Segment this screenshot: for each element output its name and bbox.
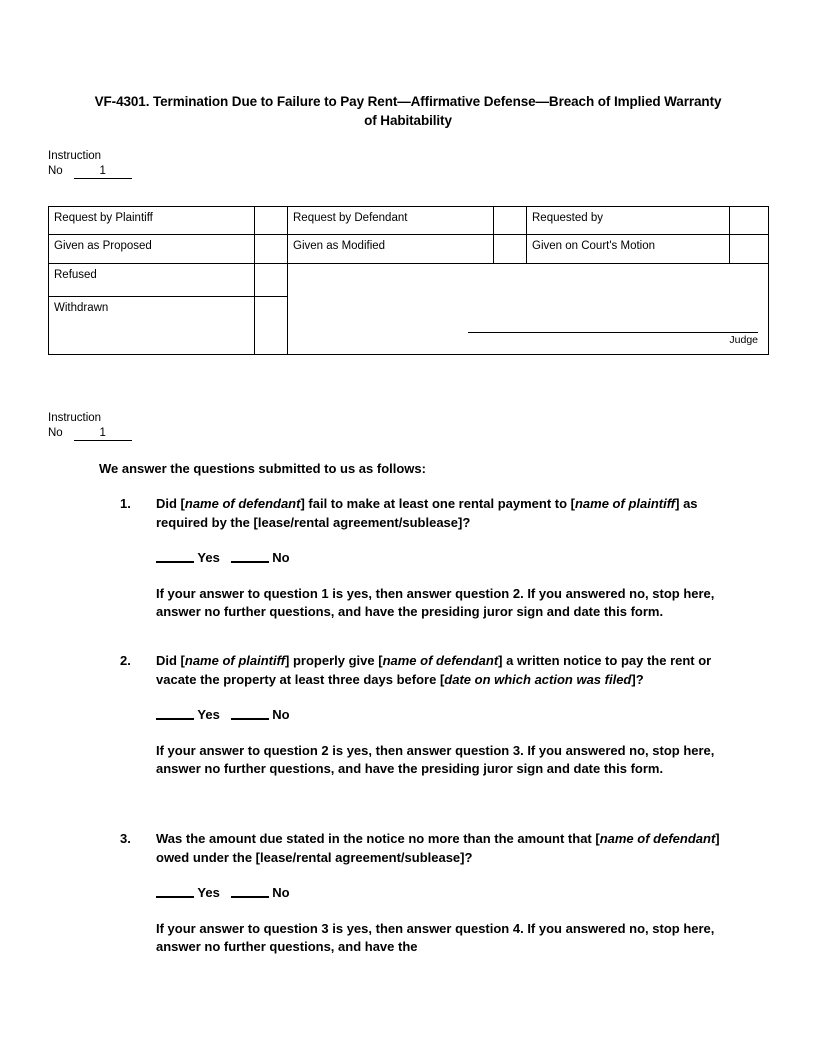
cell-refused: Refused (49, 264, 255, 297)
answer-blank-no-1[interactable] (231, 552, 269, 563)
table-row (49, 264, 769, 297)
instruction-number-bottom (48, 411, 132, 441)
answer-row-3 (156, 884, 720, 903)
question-note-1: If your answer to question 1 is yes, then answer question 2. If you answered no, stop here, answer no further questions, and have the presiding juror sign and date this form. (156, 585, 715, 620)
question-text-2: Did [name of plaintiff] properly give [name of defendant] a written notice to pay the rent or vacate the property at least three days before [date on which action was filed]? (156, 653, 712, 687)
question-text-1: Did [name of defendant] fail to make at least one rental payment to [name of plaintiff] as required by the [lease/rental agreement/sublease]? (156, 496, 698, 530)
checkbox-cell-given-as-modified[interactable] (494, 235, 527, 264)
answer-label-no-3: No (272, 884, 290, 900)
checkbox-cell-given-as-proposed[interactable] (255, 235, 288, 264)
instruction-label-line1: Instruction (48, 150, 102, 162)
answer-blank-yes-3[interactable] (156, 887, 194, 898)
cell-requested-by: Requested by (527, 207, 730, 235)
answer-row-1 (156, 549, 720, 568)
cell-withdrawn: Withdrawn (49, 297, 255, 355)
instruction-label-line1: Instruction (48, 412, 102, 424)
checkbox-cell-withdrawn[interactable] (255, 297, 288, 355)
answer-blank-yes-1[interactable] (156, 552, 194, 563)
answer-blank-yes-2[interactable] (156, 709, 194, 720)
answer-label-no-1: No (272, 549, 290, 565)
question-block-2 (120, 652, 720, 779)
answer-label-yes-3: Yes (197, 884, 220, 900)
cell-request-by-plaintiff: Request by Plaintiff (49, 207, 255, 235)
question-heading-2 (120, 652, 720, 690)
table-row (49, 235, 769, 264)
instruction-number-field-top[interactable]: 1 (74, 165, 132, 179)
judge-signature-label: Judge (729, 334, 758, 347)
question-heading-3 (120, 830, 720, 868)
answer-label-yes-1: Yes (197, 549, 220, 565)
question-heading-1 (120, 495, 720, 533)
cell-given-on-courts-motion: Given on Court's Motion (527, 235, 730, 264)
question-number-2: 2. (120, 653, 131, 668)
verdict-routing-table (48, 206, 769, 355)
answer-row-2 (156, 706, 720, 725)
answer-blank-no-2[interactable] (231, 709, 269, 720)
question-text-3: Was the amount due stated in the notice no more than the amount that [name of defendant] owed under the [lease/rental agreement/sublease]? (156, 831, 720, 865)
instruction-number-top (48, 149, 132, 179)
table-row (49, 207, 769, 235)
question-block-3 (120, 830, 720, 957)
page-title: VF-4301. Termination Due to Failure to Pay Rent—Affirmative Defense—Breach of Implied Warranty of Habitability (94, 94, 722, 129)
cell-given-as-proposed: Given as Proposed (49, 235, 255, 264)
question-note-3: If your answer to question 3 is yes, then answer question 4. If you answered no, stop here, answer no further questions, and have the (156, 920, 715, 955)
answer-intro-text: We answer the questions submitted to us as follows: (99, 461, 426, 476)
question-number-3: 3. (120, 831, 131, 846)
cell-given-as-modified: Given as Modified (288, 235, 494, 264)
instruction-label-line2: No (48, 427, 63, 440)
judge-signature-area (468, 332, 758, 347)
cell-request-by-defendant: Request by Defendant (288, 207, 494, 235)
judge-signature-cell (288, 264, 769, 355)
answer-blank-no-3[interactable] (231, 887, 269, 898)
checkbox-cell-given-on-courts-motion[interactable] (730, 235, 769, 264)
question-number-1: 1. (120, 496, 131, 511)
answer-label-yes-2: Yes (197, 706, 220, 722)
answer-label-no-2: No (272, 706, 290, 722)
instruction-label-line2: No (48, 165, 63, 178)
checkbox-cell-requested-by[interactable] (730, 207, 769, 235)
checkbox-cell-request-by-defendant[interactable] (494, 207, 527, 235)
question-block-1 (120, 495, 720, 622)
question-note-2: If your answer to question 2 is yes, then answer question 3. If you answered no, stop here, answer no further questions, and have the presiding juror sign and date this form. (156, 742, 715, 777)
instruction-number-field-bottom[interactable]: 1 (74, 427, 132, 441)
checkbox-cell-request-by-plaintiff[interactable] (255, 207, 288, 235)
checkbox-cell-refused[interactable] (255, 264, 288, 297)
